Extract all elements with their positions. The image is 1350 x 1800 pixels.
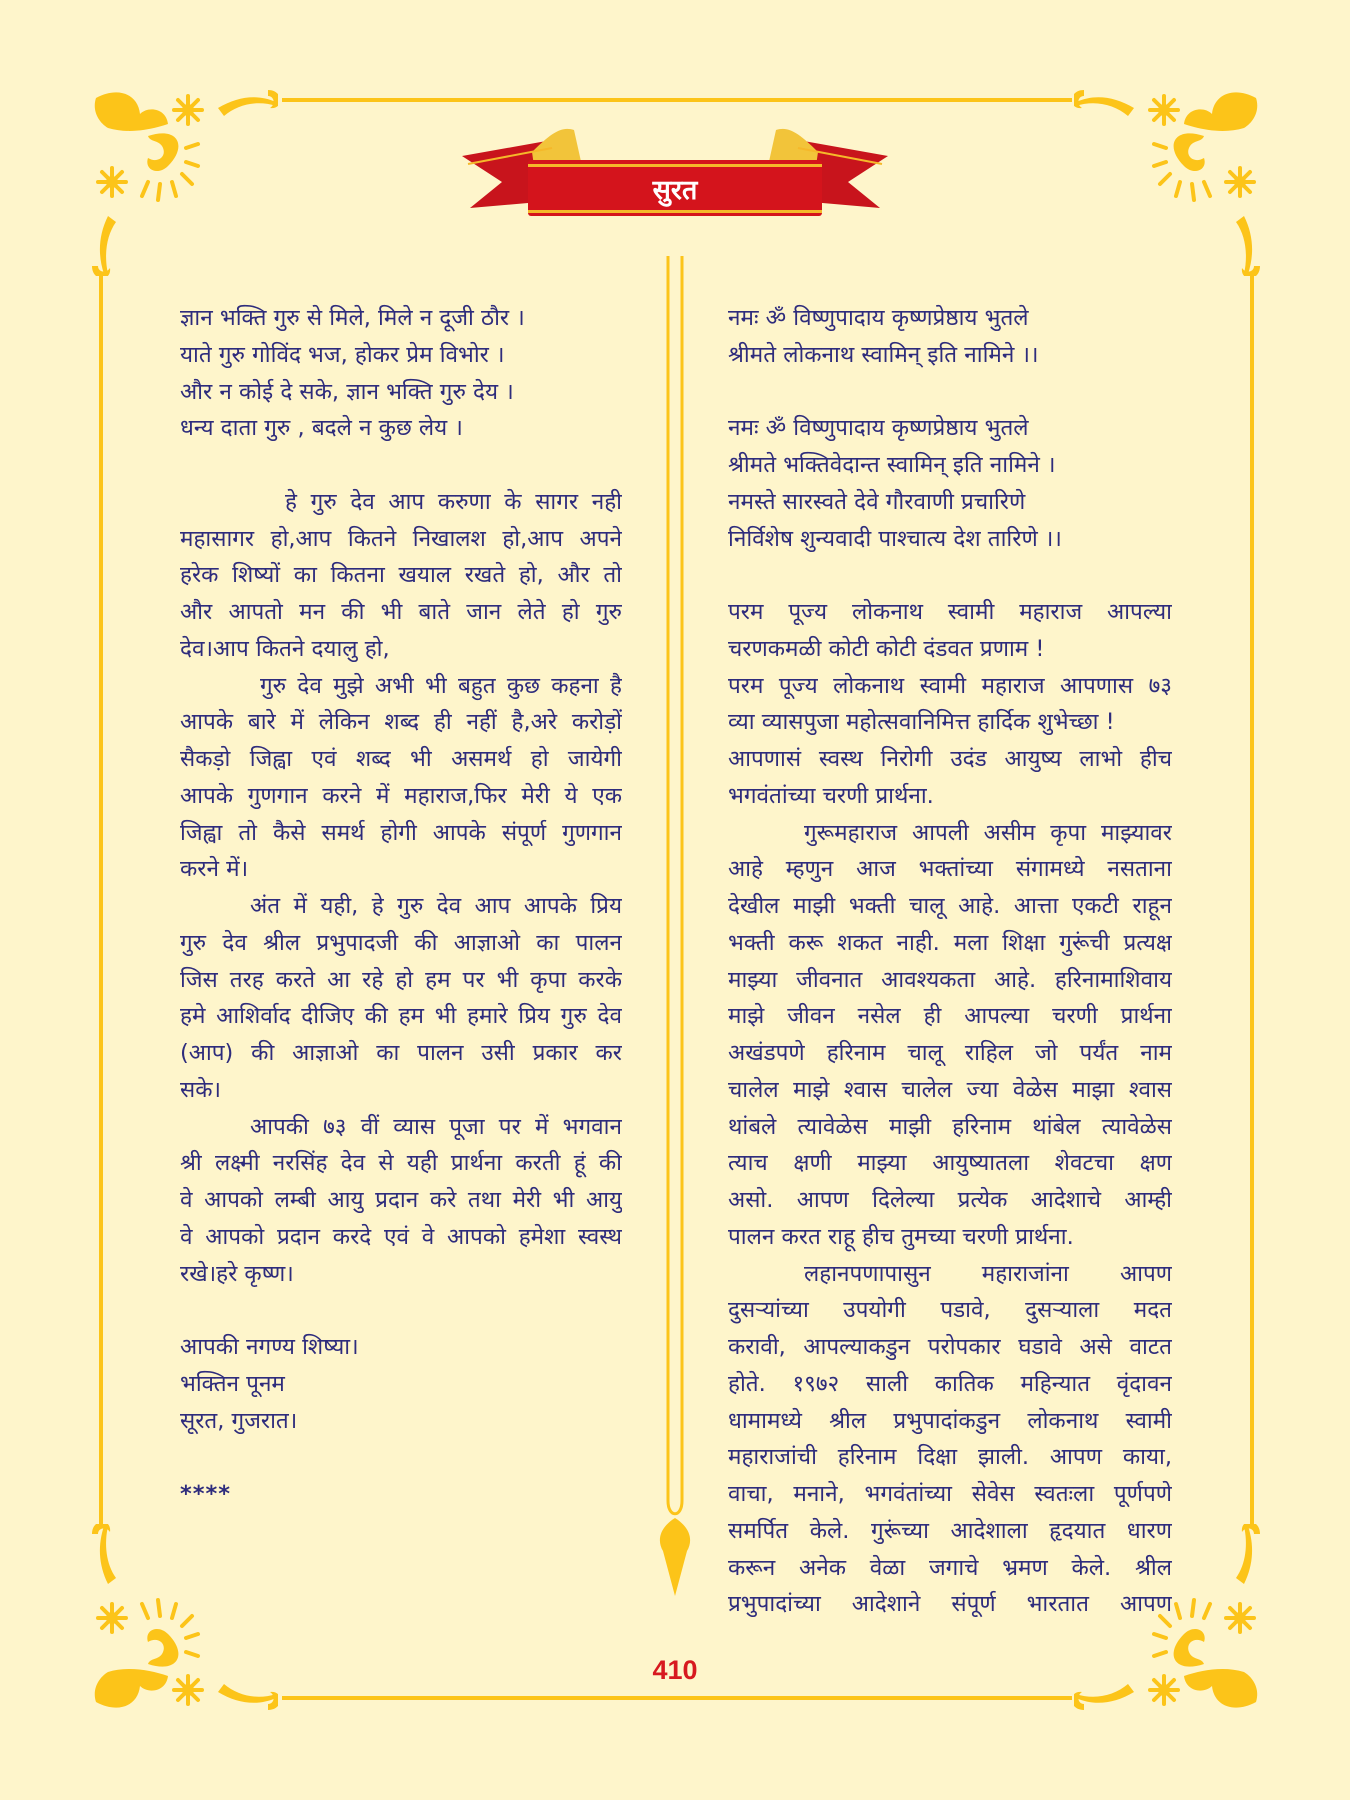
frame-bottom-line — [282, 1696, 1072, 1700]
text-line: हरेक शिष्यों का कितना खयाल रखते हो, और तो — [180, 562, 622, 589]
text-line: करावी, आपल्याकडुन परोपकार घडावे असे वाटत — [728, 1334, 1172, 1360]
text-line: भगवंतांच्या चरणी प्रार्थना. — [728, 782, 934, 809]
text-line: वे आपको लम्बी आयु प्रदान करे तथा मेरी भी आयु — [180, 1187, 622, 1213]
frame-right-line — [1250, 276, 1254, 1526]
text-line: याते गुरु गोविंद भज, होकर प्रेम विभोर । — [180, 341, 505, 368]
banner-title: सुरत — [652, 175, 698, 206]
text-line: गुरु देव मुझे अभी भी बहुत कुछ कहना है — [260, 672, 622, 699]
text-line: समर्पित केले. गुरूंच्या आदेशाला हृदयात धारण — [728, 1517, 1172, 1544]
text-line: देखील माझी भक्ती चालू आहे. आत्ता एकटी राहून — [728, 893, 1172, 919]
text-line: आपकी नगण्य शिष्या। — [180, 1334, 359, 1360]
text-line: आपकी ७३ वीं व्यास पूजा पर में भगवान — [250, 1113, 622, 1140]
column-divider-pen-icon — [655, 256, 695, 1601]
text-line: चालेल माझे श्वास चालेल ज्या वेळेस माझा श्वास — [728, 1076, 1172, 1103]
text-line: करून अनेक वेळा जगाचे भ्रमण केले. श्रील — [728, 1554, 1172, 1581]
text-line: निर्विशेष शुन्यवादी पाश्चात्य देश तारिणे ।। — [728, 525, 1062, 552]
text-line: पालन करत राहू हीच तुमच्या चरणी प्रार्थना. — [728, 1223, 1074, 1250]
blank-line — [180, 1292, 622, 1329]
text-line: लहानपणापासुन महाराजांना आपण — [804, 1260, 1172, 1287]
text-line: रखे।हरे कृष्ण। — [180, 1260, 294, 1287]
text-line: त्याच क्षणी माझ्या आयुष्यातला शेवटचा क्षण — [728, 1150, 1172, 1177]
text-line: धन्य दाता गुरु , बदले न कुछ लेय । — [180, 415, 463, 442]
frame-left-line — [99, 276, 103, 1526]
text-line: थांबले त्यावेळेस माझी हरिनाम थांबेल त्यावेळेस — [728, 1113, 1172, 1140]
text-line: भक्ती करू शकत नाही. मला शिक्षा गुरूंची प्रत्यक्ष — [728, 929, 1172, 956]
text-line: करने में। — [180, 856, 249, 883]
corner-ornament-top-right — [1074, 86, 1264, 276]
text-line: सैकड़ो जिह्वा एवं शब्द भी असमर्थ हो जायेगी — [180, 746, 622, 772]
corner-ornament-top-left — [88, 86, 278, 276]
title-banner — [462, 122, 888, 220]
blank-line — [180, 447, 622, 484]
text-line: महाराजांची हरिनाम दिक्षा झाली. आपण काया, — [728, 1444, 1172, 1471]
text-line: गुरु देव श्रील प्रभुपादजी की आज्ञाओ का पालन — [180, 929, 622, 956]
page-number: 410 — [652, 1655, 698, 1685]
text-line: जिस तरह करते आ रहे हो हम पर भी कृपा करके — [180, 966, 622, 993]
text-line: सूरत, गुजरात। — [180, 1407, 298, 1434]
text-line: अंत में यही, हे गुरु देव आप आपके प्रिय — [250, 893, 622, 919]
text-line: असो. आपण दिलेल्या प्रत्येक आदेशाचे आम्ही — [728, 1187, 1172, 1213]
text-line: चरणकमळी कोटी कोटी दंडवत प्रणाम ! — [728, 635, 1045, 662]
text-line: आपणासं स्वस्थ निरोगी उदंड आयुष्य लाभो हीच — [728, 746, 1172, 772]
text-line: वे आपको प्रदान करदे एवं वे आपको हमेशा स्वस्थ — [180, 1223, 622, 1250]
section-end-stars: **** — [180, 1481, 232, 1507]
text-line: श्रीमते भक्तिवेदान्त स्वामिन् इति नामिने । — [728, 452, 1056, 478]
text-line: आपके गुणगान करने में महाराज,फिर मेरी ये एक — [180, 782, 622, 809]
text-line: दुसऱ्यांच्या उपयोगी पडावे, दुसऱ्याला मदत — [728, 1297, 1172, 1324]
text-line: धामामध्ये श्रील प्रभुपादांकडुन लोकनाथ स्वामी — [728, 1407, 1172, 1434]
text-line: सके। — [180, 1076, 222, 1103]
text-line: नमस्ते सारस्वते देवे गौरवाणी प्रचारिणे — [728, 488, 1026, 515]
blank-line — [180, 1439, 622, 1476]
text-line: और न कोई दे सके, ज्ञान भक्ति गुरु देय । — [180, 378, 514, 405]
text-line: भक्तिन पूनम — [180, 1370, 285, 1397]
text-line: प्रभुपादांच्या आदेशाने संपूर्ण भारतात आपण — [728, 1591, 1172, 1618]
frame-top-line — [282, 98, 1072, 102]
text-line: आपके बारे में लेकिन शब्द ही नहीं है,अरे करोड़ों — [180, 709, 622, 736]
blank-line — [728, 557, 1172, 594]
text-line: हमे आशिर्वाद दीजिए की हम भी हमारे प्रिय गुरु देव — [180, 1003, 622, 1030]
right-column-marathi-letter — [728, 300, 1172, 1623]
text-line: अखंडपणे हरिनाम चालू राहिल जो पर्यंत नाम — [728, 1040, 1172, 1066]
text-line: देव।आप कितने दयालु हो, — [180, 635, 390, 662]
text-line: जिह्वा तो कैसे समर्थ होगी आपके संपूर्ण गुणगान — [180, 819, 622, 846]
text-line: ज्ञान भक्ति गुरु से मिले, मिले न दूजी ठौर । — [180, 305, 525, 331]
text-line: श्री लक्ष्मी नरसिंह देव से यही प्रार्थना करती हूं की — [180, 1150, 622, 1177]
blank-line — [728, 374, 1172, 411]
text-line: (आप) की आज्ञाओ का पालन उसी प्रकार कर — [180, 1040, 622, 1066]
text-line: वाचा, मनाने, भगवंतांच्या सेवेस स्वतःला पूर्णपणे — [728, 1481, 1172, 1507]
text-line: हे गुरु देव आप करुणा के सागर नही — [285, 488, 622, 515]
text-line: परम पूज्य लोकनाथ स्वामी महाराज आपल्या — [728, 599, 1172, 625]
text-line: महासागर हो,आप कितने निखालश हो,आप अपने — [180, 525, 622, 552]
text-line: और आपतो मन की भी बाते जान लेते हो गुरु — [180, 599, 622, 625]
text-line: होते. १९७२ साली कातिक महिन्यात वृंदावन — [728, 1370, 1172, 1397]
text-line: माझे जीवन नसेल ही आपल्या चरणी प्रार्थना — [728, 1003, 1172, 1030]
left-column-hindi-letter — [180, 300, 622, 1513]
text-line: गुरूमहाराज आपली असीम कृपा माझ्यावर — [804, 819, 1172, 846]
text-line: नमः ॐ विष्णुपादाय कृष्णप्रेष्ठाय भुतले — [728, 305, 1029, 331]
text-line: परम पूज्य लोकनाथ स्वामी महाराज आपणास ७३ — [728, 672, 1172, 699]
text-line: व्या व्यासपुजा महोत्सवानिमित्त हार्दिक शुभेच्छा ! — [728, 709, 1115, 736]
text-line: आहे म्हणुन आज भक्तांच्या संगामध्ये नसताना — [728, 856, 1172, 883]
text-line: माझ्या जीवनात आवश्यकता आहे. हरिनामाशिवाय — [728, 966, 1172, 993]
text-line: श्रीमते लोकनाथ स्वामिन् इति नामिने ।। — [728, 341, 1039, 368]
text-line: नमः ॐ विष्णुपादाय कृष्णप्रेष्ठाय भुतले — [728, 415, 1029, 442]
